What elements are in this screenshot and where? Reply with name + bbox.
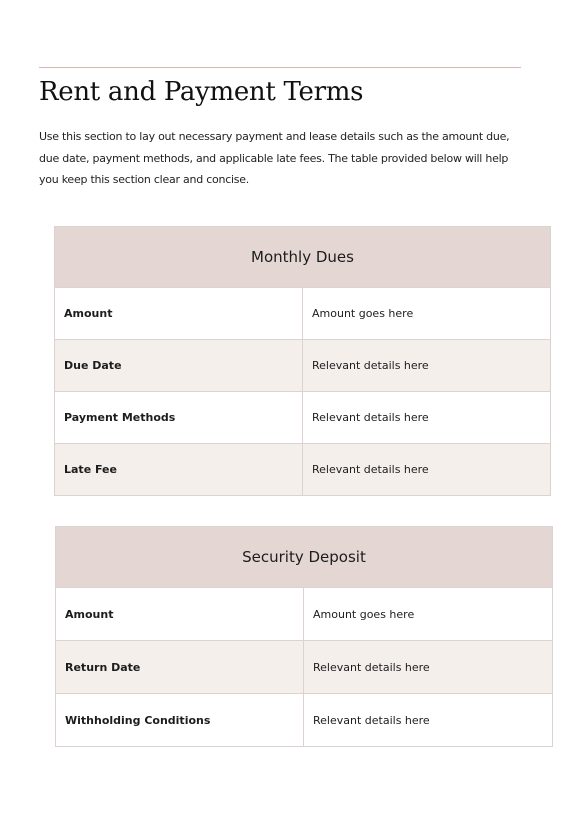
table-row	[55, 444, 551, 496]
monthly-dues-table	[54, 226, 551, 496]
table-row	[55, 340, 551, 392]
row-value: Relevant details here	[304, 641, 553, 694]
page-title: Rent and Payment Terms	[39, 77, 364, 107]
row-label: Due Date	[55, 340, 303, 392]
row-label: Amount	[55, 288, 303, 340]
row-label: Return Date	[56, 641, 304, 694]
table-row	[56, 694, 553, 747]
top-divider	[39, 67, 521, 68]
row-value: Amount goes here	[303, 288, 551, 340]
row-value: Relevant details here	[303, 340, 551, 392]
row-value: Amount goes here	[304, 588, 553, 641]
table-row	[55, 288, 551, 340]
row-value: Relevant details here	[303, 392, 551, 444]
security-deposit-heading: Security Deposit	[56, 527, 553, 588]
intro-paragraph: Use this section to lay out necessary payment and lease details such as the amount due, due date, payment methods, and applicable late fees. The table provided below will help you keep this section clear and concise.	[39, 130, 510, 187]
row-label: Late Fee	[55, 444, 303, 496]
table-row	[55, 392, 551, 444]
table-header-row	[56, 527, 553, 588]
row-label: Amount	[56, 588, 304, 641]
table-header-row	[55, 227, 551, 288]
monthly-dues-heading: Monthly Dues	[55, 227, 551, 288]
table-row	[56, 588, 553, 641]
row-label: Withholding Conditions	[56, 694, 304, 747]
row-value: Relevant details here	[303, 444, 551, 496]
security-deposit-table	[55, 526, 553, 747]
row-label: Payment Methods	[55, 392, 303, 444]
row-value: Relevant details here	[304, 694, 553, 747]
table-row	[56, 641, 553, 694]
